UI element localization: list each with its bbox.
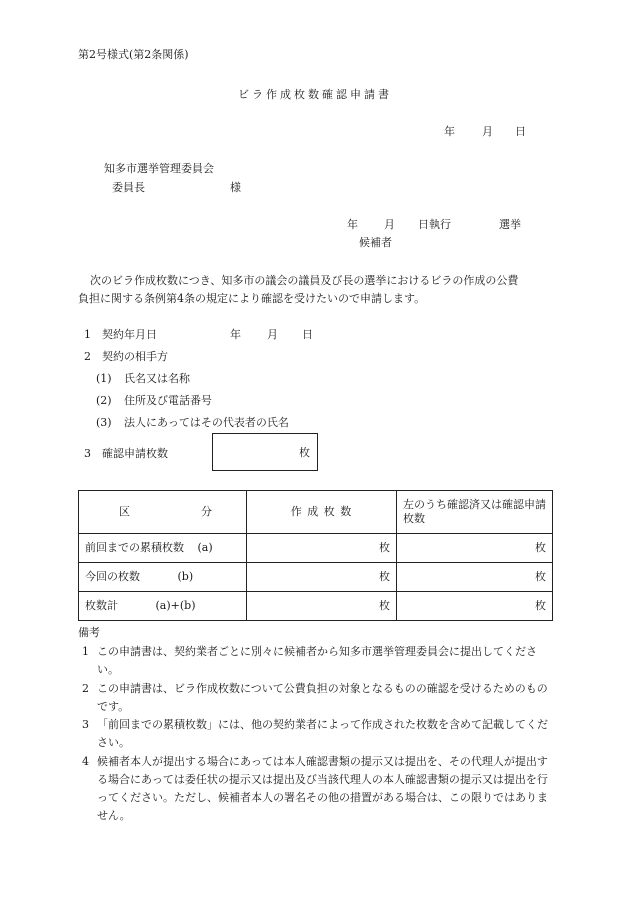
item1-year-label: 年 [230, 328, 241, 341]
election-day-held-label: 日執行 [418, 218, 451, 231]
note-number: 4 [82, 755, 89, 768]
date-month-label: 月 [482, 125, 493, 138]
note-item [82, 643, 552, 679]
addressee-honorific: 様 [230, 181, 241, 194]
header-created-count: 作 成 枚 数 [247, 491, 397, 534]
row-label: 今回の枚数 [85, 570, 140, 584]
note-text: この申請書は、契約業者ごとに別々に候補者から知多市選挙管理委員会に提出してください。 [97, 645, 537, 676]
item3-label: 確認申請枚数 [102, 447, 168, 460]
header-category-ku: 区 [119, 505, 130, 519]
item1-month-label: 月 [267, 328, 278, 341]
election-year-label: 年 [347, 218, 358, 231]
row-label: 前回までの累積枚数 [85, 541, 184, 555]
note-text: 候補者本人が提出する場合にあっては本人確認書類の提示又は提出を、その代理人が提出する場合にあっては委任状の提示又は提出及び当該代理人の本人確認書類の提示又は提出を行ってください。ただし、候補者本人の署名その他の措置がある場合は、この限りではありません。 [97, 755, 548, 822]
table-row [79, 534, 553, 563]
header-category-bun: 分 [201, 505, 212, 519]
header-confirmed-count: 左のうち確認済又は確認申請枚数 [397, 491, 553, 534]
note-number: 3 [82, 718, 89, 731]
table-row [79, 592, 553, 621]
note-item [82, 716, 552, 752]
note-item [82, 680, 552, 716]
row-created-cell[interactable]: 枚 [247, 563, 397, 592]
row-tag: (a)+(b) [155, 599, 196, 613]
item1-number: 1 [84, 328, 91, 341]
row-created-cell[interactable]: 枚 [247, 592, 397, 621]
row-confirmed-cell[interactable]: 枚 [397, 563, 553, 592]
notes-title: 備考 [78, 626, 100, 639]
item1-day-label: 日 [302, 328, 313, 341]
subitem3-label: 法人にあってはその代表者の氏名 [124, 416, 289, 429]
election-month-label: 月 [384, 218, 395, 231]
row-label-cell [79, 563, 247, 592]
date-day-label: 日 [515, 125, 526, 138]
table-row [79, 563, 553, 592]
note-text: この申請書は、ビラ作成枚数について公費負担の対象となるものの確認を受けるためのものです。 [97, 682, 548, 713]
date-year-label: 年 [444, 125, 455, 138]
subitem2-number: (2) [96, 394, 112, 407]
subitem1-number: (1) [96, 372, 112, 385]
table-header-row [79, 491, 553, 534]
application-count-unit: 枚 [299, 446, 310, 459]
note-item [82, 753, 552, 825]
row-created-cell[interactable]: 枚 [247, 534, 397, 563]
addressee-org: 知多市選挙管理委員会 [104, 162, 214, 175]
document-title: ビラ作成枚数確認申請書 [238, 88, 392, 101]
addressee-role: 委員長 [112, 181, 145, 194]
subitem1-label: 氏名又は名称 [124, 372, 190, 385]
note-text: 「前回までの累積枚数」には、他の契約業者によって作成された枚数を含めて記載してください。 [97, 718, 548, 749]
subitem2-label: 住所及び電話番号 [124, 394, 212, 407]
item3-number: 3 [84, 447, 91, 460]
body-line-1: 次のビラ作成枚数につき、知多市の議会の議員及び長の選挙におけるビラの作成の公費 [90, 274, 519, 287]
count-table [78, 490, 553, 621]
candidate-label: 候補者 [359, 236, 392, 249]
note-number: 1 [82, 645, 89, 658]
note-number: 2 [82, 682, 89, 695]
row-tag: (a) [197, 541, 213, 555]
row-label-cell [79, 534, 247, 563]
row-label: 枚数計 [85, 599, 118, 613]
item2-number: 2 [84, 350, 91, 363]
item2-label: 契約の相手方 [102, 350, 168, 363]
subitem3-number: (3) [96, 416, 112, 429]
item1-label: 契約年月日 [102, 328, 157, 341]
form-reference: 第2号様式(第2条関係) [78, 48, 189, 61]
row-tag: (b) [177, 570, 194, 584]
election-type-label: 選挙 [499, 218, 521, 231]
row-confirmed-cell[interactable]: 枚 [397, 592, 553, 621]
application-count-box[interactable] [212, 433, 318, 471]
row-label-cell [79, 592, 247, 621]
row-confirmed-cell[interactable]: 枚 [397, 534, 553, 563]
body-line-2: 負担に関する条例第4条の規定により確認を受けたいので申請します。 [78, 292, 426, 305]
header-category [79, 491, 247, 534]
